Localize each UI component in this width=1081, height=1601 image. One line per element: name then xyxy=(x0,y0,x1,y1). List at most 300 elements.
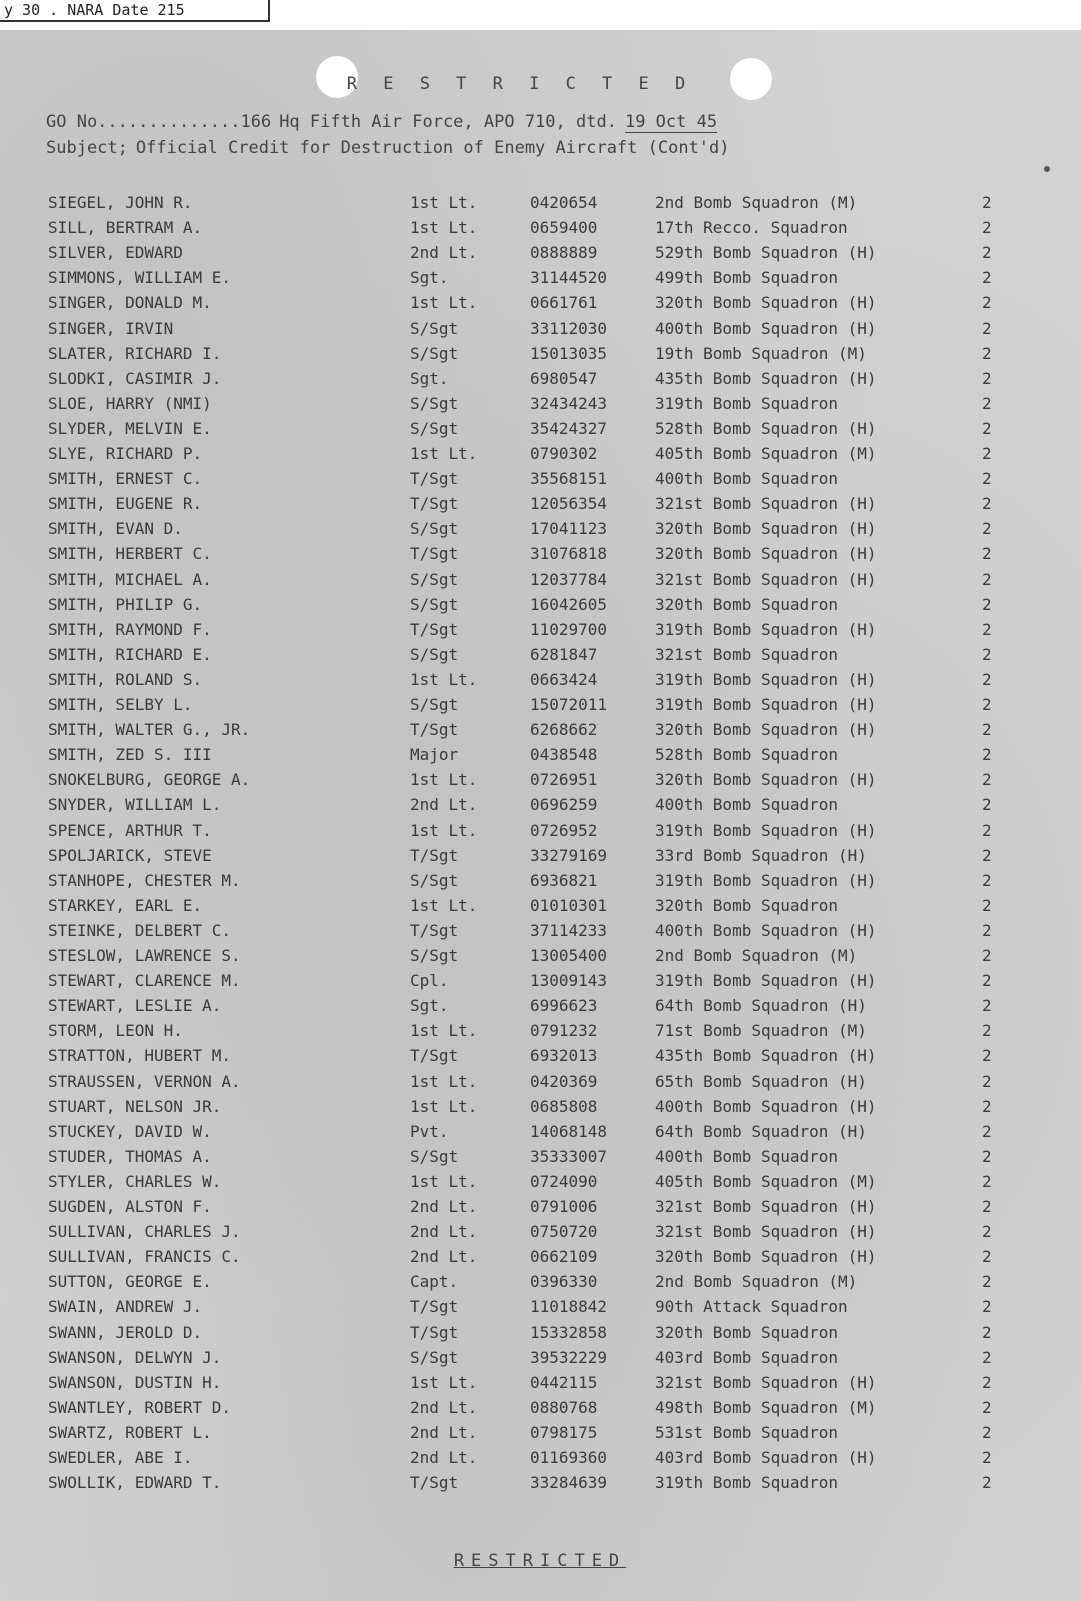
record-row xyxy=(0,215,1081,240)
credit-count: 2 xyxy=(982,1147,992,1166)
record-row xyxy=(0,843,1081,868)
airman-name: SNYDER, WILLIAM L. xyxy=(48,795,222,814)
serial-number: 13009143 xyxy=(530,971,608,990)
serial-number: 13005400 xyxy=(530,946,608,965)
rank: T/Sgt xyxy=(410,720,459,739)
unit: 400th Bomb Squadron xyxy=(655,469,839,488)
rank: S/Sgt xyxy=(410,595,459,614)
credit-count: 2 xyxy=(982,770,992,789)
rank: 1st Lt. xyxy=(410,1097,478,1116)
record-row xyxy=(0,341,1081,366)
unit: 319th Bomb Squadron (H) xyxy=(655,670,877,689)
airman-name: SWARTZ, ROBERT L. xyxy=(48,1423,212,1442)
record-row xyxy=(0,1345,1081,1370)
rank: S/Sgt xyxy=(410,319,459,338)
record-row xyxy=(0,1119,1081,1144)
record-row xyxy=(0,1294,1081,1319)
airman-name: SPENCE, ARTHUR T. xyxy=(48,821,212,840)
airman-name: SIMMONS, WILLIAM E. xyxy=(48,268,232,287)
unit: 64th Bomb Squadron (H) xyxy=(655,1122,867,1141)
record-row xyxy=(0,1169,1081,1194)
serial-number: 0750720 xyxy=(530,1222,598,1241)
credit-count: 2 xyxy=(982,1046,992,1065)
serial-number: 6980547 xyxy=(530,369,598,388)
record-row xyxy=(0,617,1081,642)
serial-number: 15013035 xyxy=(530,344,608,363)
rank: Major xyxy=(410,745,459,764)
record-row xyxy=(0,692,1081,717)
credit-count: 2 xyxy=(982,1272,992,1291)
unit: 321st Bomb Squadron (H) xyxy=(655,570,877,589)
credit-count: 2 xyxy=(982,595,992,614)
go-label: GO No.............. xyxy=(46,112,241,132)
record-row xyxy=(0,190,1081,215)
serial-number: 15072011 xyxy=(530,695,608,714)
airman-name: SMITH, WALTER G., JR. xyxy=(48,720,251,739)
headquarters-text: Hq Fifth Air Force, APO 710, dtd. xyxy=(279,112,617,132)
unit: 529th Bomb Squadron (H) xyxy=(655,243,877,262)
credit-count: 2 xyxy=(982,971,992,990)
credit-count: 2 xyxy=(982,1398,992,1417)
unit: 531st Bomb Squadron xyxy=(655,1423,839,1442)
serial-number: 0661761 xyxy=(530,293,598,312)
serial-number: 0663424 xyxy=(530,670,598,689)
go-number: 166 xyxy=(240,112,272,132)
rank: 1st Lt. xyxy=(410,1021,478,1040)
serial-number: 0798175 xyxy=(530,1423,598,1442)
serial-number: 0791006 xyxy=(530,1197,598,1216)
airman-name: SUGDEN, ALSTON F. xyxy=(48,1197,212,1216)
unit: 320th Bomb Squadron (H) xyxy=(655,519,877,538)
serial-number: 33284639 xyxy=(530,1473,608,1492)
record-row xyxy=(0,1043,1081,1068)
credit-count: 2 xyxy=(982,469,992,488)
credit-count: 2 xyxy=(982,319,992,338)
serial-number: 6996623 xyxy=(530,996,598,1015)
record-row xyxy=(0,918,1081,943)
unit: 405th Bomb Squadron (M) xyxy=(655,444,877,463)
serial-number: 12037784 xyxy=(530,570,608,589)
airman-name: STYLER, CHARLES W. xyxy=(48,1172,222,1191)
rank: S/Sgt xyxy=(410,645,459,664)
airman-name: SMITH, RICHARD E. xyxy=(48,645,212,664)
general-order-line xyxy=(46,112,717,133)
record-row xyxy=(0,441,1081,466)
unit: 19th Bomb Squadron (M) xyxy=(655,344,867,363)
serial-number: 0662109 xyxy=(530,1247,598,1266)
unit: 320th Bomb Squadron xyxy=(655,1323,839,1342)
credit-count: 2 xyxy=(982,1021,992,1040)
credit-count: 2 xyxy=(982,1197,992,1216)
airman-name: SIEGEL, JOHN R. xyxy=(48,193,193,212)
serial-number: 35333007 xyxy=(530,1147,608,1166)
unit: 319th Bomb Squadron (H) xyxy=(655,971,877,990)
airman-name: STRATTON, HUBERT M. xyxy=(48,1046,232,1065)
unit: 319th Bomb Squadron (H) xyxy=(655,871,877,890)
record-row xyxy=(0,316,1081,341)
rank: S/Sgt xyxy=(410,519,459,538)
unit: 320th Bomb Squadron (H) xyxy=(655,720,877,739)
credit-count: 2 xyxy=(982,344,992,363)
credit-count: 2 xyxy=(982,1373,992,1392)
serial-number: 16042605 xyxy=(530,595,608,614)
unit: 319th Bomb Squadron (H) xyxy=(655,620,877,639)
credit-count: 2 xyxy=(982,444,992,463)
record-row xyxy=(0,466,1081,491)
serial-number: 0726952 xyxy=(530,821,598,840)
credit-count: 2 xyxy=(982,720,992,739)
record-row xyxy=(0,1445,1081,1470)
credit-count: 2 xyxy=(982,1097,992,1116)
serial-number: 15332858 xyxy=(530,1323,608,1342)
airman-name: STESLOW, LAWRENCE S. xyxy=(48,946,241,965)
airman-name: SLYE, RICHARD P. xyxy=(48,444,203,463)
credit-count: 2 xyxy=(982,871,992,890)
unit: 17th Recco. Squadron xyxy=(655,218,848,237)
serial-number: 39532229 xyxy=(530,1348,608,1367)
unit: 320th Bomb Squadron (H) xyxy=(655,1247,877,1266)
serial-number: 6936821 xyxy=(530,871,598,890)
airman-name: SMITH, ZED S. III xyxy=(48,745,212,764)
record-row xyxy=(0,541,1081,566)
airman-name: SLYDER, MELVIN E. xyxy=(48,419,212,438)
serial-number: 01169360 xyxy=(530,1448,608,1467)
airman-name: SNOKELBURG, GEORGE A. xyxy=(48,770,251,789)
serial-number: 0659400 xyxy=(530,218,598,237)
serial-number: 0396330 xyxy=(530,1272,598,1291)
record-row xyxy=(0,265,1081,290)
credit-count: 2 xyxy=(982,745,992,764)
unit: 90th Attack Squadron xyxy=(655,1297,848,1316)
record-row xyxy=(0,366,1081,391)
airman-name: STEWART, CLARENCE M. xyxy=(48,971,241,990)
unit: 64th Bomb Squadron (H) xyxy=(655,996,867,1015)
serial-number: 0420654 xyxy=(530,193,598,212)
record-row xyxy=(0,717,1081,742)
unit: 65th Bomb Squadron (H) xyxy=(655,1072,867,1091)
airman-name: STEINKE, DELBERT C. xyxy=(48,921,232,940)
credit-count: 2 xyxy=(982,293,992,312)
unit: 321st Bomb Squadron xyxy=(655,645,839,664)
serial-number: 17041123 xyxy=(530,519,608,538)
airman-name: SILL, BERTRAM A. xyxy=(48,218,203,237)
record-row xyxy=(0,592,1081,617)
rank: 1st Lt. xyxy=(410,770,478,789)
airman-name: SILVER, EDWARD xyxy=(48,243,183,262)
rank: 2nd Lt. xyxy=(410,1197,478,1216)
unit: 435th Bomb Squadron (H) xyxy=(655,1046,877,1065)
record-row xyxy=(0,1320,1081,1345)
serial-number: 0724090 xyxy=(530,1172,598,1191)
rank: S/Sgt xyxy=(410,871,459,890)
credit-count: 2 xyxy=(982,1423,992,1442)
rank: S/Sgt xyxy=(410,394,459,413)
record-row xyxy=(0,416,1081,441)
unit: 71st Bomb Squadron (M) xyxy=(655,1021,867,1040)
serial-number: 01010301 xyxy=(530,896,608,915)
airman-name: SMITH, EUGENE R. xyxy=(48,494,203,513)
rank: Sgt. xyxy=(410,268,449,287)
airman-name: SMITH, EVAN D. xyxy=(48,519,183,538)
credit-count: 2 xyxy=(982,695,992,714)
airman-name: SULLIVAN, CHARLES J. xyxy=(48,1222,241,1241)
unit: 319th Bomb Squadron (H) xyxy=(655,821,877,840)
classification-footer: RESTRICTED xyxy=(453,1551,627,1571)
airman-name: SWANN, JEROLD D. xyxy=(48,1323,203,1342)
serial-number: 33279169 xyxy=(530,846,608,865)
rank: 2nd Lt. xyxy=(410,1222,478,1241)
rank: 2nd Lt. xyxy=(410,243,478,262)
unit: 321st Bomb Squadron (H) xyxy=(655,1197,877,1216)
airman-name: STORM, LEON H. xyxy=(48,1021,183,1040)
rank: T/Sgt xyxy=(410,1473,459,1492)
unit: 435th Bomb Squadron (H) xyxy=(655,369,877,388)
airman-name: SWANSON, DUSTIN H. xyxy=(48,1373,222,1392)
rank: T/Sgt xyxy=(410,1046,459,1065)
unit: 400th Bomb Squadron (H) xyxy=(655,1097,877,1116)
rank: T/Sgt xyxy=(410,1323,459,1342)
airman-name: SMITH, HERBERT C. xyxy=(48,544,212,563)
unit: 320th Bomb Squadron xyxy=(655,595,839,614)
airman-name: STUCKEY, DAVID W. xyxy=(48,1122,212,1141)
unit: 320th Bomb Squadron (H) xyxy=(655,544,877,563)
serial-number: 33112030 xyxy=(530,319,608,338)
record-row xyxy=(0,1244,1081,1269)
serial-number: 14068148 xyxy=(530,1122,608,1141)
serial-number: 6932013 xyxy=(530,1046,598,1065)
rank: 1st Lt. xyxy=(410,444,478,463)
rank: 1st Lt. xyxy=(410,670,478,689)
record-row xyxy=(0,491,1081,516)
serial-number: 31076818 xyxy=(530,544,608,563)
unit: 321st Bomb Squadron (H) xyxy=(655,1373,877,1392)
serial-number: 0791232 xyxy=(530,1021,598,1040)
rank: Pvt. xyxy=(410,1122,449,1141)
unit: 319th Bomb Squadron (H) xyxy=(655,695,877,714)
rank: 1st Lt. xyxy=(410,293,478,312)
serial-number: 6281847 xyxy=(530,645,598,664)
unit: 320th Bomb Squadron (H) xyxy=(655,293,877,312)
credit-count: 2 xyxy=(982,494,992,513)
airman-name: SLOE, HARRY (NMI) xyxy=(48,394,212,413)
record-row xyxy=(0,1018,1081,1043)
rank: 2nd Lt. xyxy=(410,795,478,814)
unit: 319th Bomb Squadron xyxy=(655,394,839,413)
serial-number: 37114233 xyxy=(530,921,608,940)
unit: 320th Bomb Squadron (H) xyxy=(655,770,877,789)
serial-number: 0726951 xyxy=(530,770,598,789)
archive-declassification-stamp: y 30 . NARA Date 215 xyxy=(0,0,270,22)
rank: 2nd Lt. xyxy=(410,1448,478,1467)
record-row xyxy=(0,818,1081,843)
unit: 2nd Bomb Squadron (M) xyxy=(655,946,858,965)
record-row xyxy=(0,1144,1081,1169)
credit-count: 2 xyxy=(982,1297,992,1316)
record-row xyxy=(0,290,1081,315)
unit: 528th Bomb Squadron xyxy=(655,745,839,764)
airman-name: SINGER, IRVIN xyxy=(48,319,174,338)
rank: T/Sgt xyxy=(410,469,459,488)
rank: 2nd Lt. xyxy=(410,1398,478,1417)
serial-number: 0790302 xyxy=(530,444,598,463)
rank: T/Sgt xyxy=(410,1297,459,1316)
credit-count: 2 xyxy=(982,519,992,538)
credit-count: 2 xyxy=(982,1348,992,1367)
serial-number: 31144520 xyxy=(530,268,608,287)
classification-header: R E S T R I C T E D xyxy=(346,74,694,94)
serial-number: 35568151 xyxy=(530,469,608,488)
record-row xyxy=(0,1395,1081,1420)
record-row xyxy=(0,893,1081,918)
airman-name: SULLIVAN, FRANCIS C. xyxy=(48,1247,241,1266)
ink-speck xyxy=(1044,166,1050,172)
unit: 405th Bomb Squadron (M) xyxy=(655,1172,877,1191)
record-row xyxy=(0,993,1081,1018)
serial-number: 32434243 xyxy=(530,394,608,413)
record-row xyxy=(0,1069,1081,1094)
unit: 320th Bomb Squadron xyxy=(655,896,839,915)
serial-number: 6268662 xyxy=(530,720,598,739)
unit: 403rd Bomb Squadron xyxy=(655,1348,839,1367)
airman-name: SMITH, RAYMOND F. xyxy=(48,620,212,639)
unit: 528th Bomb Squadron (H) xyxy=(655,419,877,438)
rank: 1st Lt. xyxy=(410,1373,478,1392)
unit: 319th Bomb Squadron xyxy=(655,1473,839,1492)
credit-count: 2 xyxy=(982,946,992,965)
credit-count: 2 xyxy=(982,369,992,388)
rank: 1st Lt. xyxy=(410,821,478,840)
serial-number: 0880768 xyxy=(530,1398,598,1417)
serial-number: 0420369 xyxy=(530,1072,598,1091)
credit-count: 2 xyxy=(982,419,992,438)
rank: T/Sgt xyxy=(410,544,459,563)
credit-count: 2 xyxy=(982,620,992,639)
record-row xyxy=(0,1470,1081,1495)
airman-name: SLATER, RICHARD I. xyxy=(48,344,222,363)
scan-top-margin xyxy=(0,0,1081,30)
credit-count: 2 xyxy=(982,243,992,262)
serial-number: 35424327 xyxy=(530,419,608,438)
rank: T/Sgt xyxy=(410,846,459,865)
credit-count: 2 xyxy=(982,645,992,664)
unit: 403rd Bomb Squadron (H) xyxy=(655,1448,877,1467)
unit: 33rd Bomb Squadron (H) xyxy=(655,846,867,865)
credit-count: 2 xyxy=(982,1473,992,1492)
airman-name: SWAIN, ANDREW J. xyxy=(48,1297,203,1316)
serial-number: 0696259 xyxy=(530,795,598,814)
unit: 400th Bomb Squadron (H) xyxy=(655,319,877,338)
credit-count: 2 xyxy=(982,921,992,940)
airman-name: STRAUSSEN, VERNON A. xyxy=(48,1072,241,1091)
rank: S/Sgt xyxy=(410,695,459,714)
rank: 1st Lt. xyxy=(410,896,478,915)
unit: 498th Bomb Squadron (M) xyxy=(655,1398,877,1417)
credit-count: 2 xyxy=(982,1172,992,1191)
record-row xyxy=(0,567,1081,592)
credit-count: 2 xyxy=(982,394,992,413)
airman-name: STANHOPE, CHESTER M. xyxy=(48,871,241,890)
unit: 321st Bomb Squadron (H) xyxy=(655,1222,877,1241)
unit: 2nd Bomb Squadron (M) xyxy=(655,1272,858,1291)
credit-count: 2 xyxy=(982,1247,992,1266)
rank: T/Sgt xyxy=(410,921,459,940)
credit-count: 2 xyxy=(982,670,992,689)
unit: 400th Bomb Squadron (H) xyxy=(655,921,877,940)
record-row xyxy=(0,1194,1081,1219)
credit-count: 2 xyxy=(982,544,992,563)
record-row xyxy=(0,516,1081,541)
rank: Capt. xyxy=(410,1272,459,1291)
airman-name: STUDER, THOMAS A. xyxy=(48,1147,212,1166)
airman-name: SPOLJARICK, STEVE xyxy=(48,846,212,865)
record-row xyxy=(0,240,1081,265)
serial-number: 0442115 xyxy=(530,1373,598,1392)
rank: S/Sgt xyxy=(410,946,459,965)
airman-name: STEWART, LESLIE A. xyxy=(48,996,222,1015)
record-row xyxy=(0,667,1081,692)
subject-label: Subject; xyxy=(46,138,128,158)
credit-count: 2 xyxy=(982,1448,992,1467)
credit-count: 2 xyxy=(982,218,992,237)
record-row xyxy=(0,1420,1081,1445)
rank: 1st Lt. xyxy=(410,218,478,237)
record-row xyxy=(0,742,1081,767)
rank: S/Sgt xyxy=(410,1348,459,1367)
airman-name: SMITH, PHILIP G. xyxy=(48,595,203,614)
rank: T/Sgt xyxy=(410,620,459,639)
credit-count: 2 xyxy=(982,1323,992,1342)
record-row xyxy=(0,391,1081,416)
record-row xyxy=(0,868,1081,893)
airman-name: SWOLLIK, EDWARD T. xyxy=(48,1473,222,1492)
airman-name: SWANSON, DELWYN J. xyxy=(48,1348,222,1367)
serial-number: 0685808 xyxy=(530,1097,598,1116)
rank: S/Sgt xyxy=(410,344,459,363)
credit-count: 2 xyxy=(982,996,992,1015)
rank: S/Sgt xyxy=(410,1147,459,1166)
subject-text: Official Credit for Destruction of Enemy Aircraft (Cont'd) xyxy=(135,138,730,158)
airman-name: SMITH, MICHAEL A. xyxy=(48,570,212,589)
rank: S/Sgt xyxy=(410,570,459,589)
rank: 2nd Lt. xyxy=(410,1247,478,1266)
credit-count: 2 xyxy=(982,846,992,865)
rank: Sgt. xyxy=(410,996,449,1015)
subject-line xyxy=(46,138,730,158)
airman-name: SMITH, SELBY L. xyxy=(48,695,193,714)
credit-count: 2 xyxy=(982,1122,992,1141)
credit-count: 2 xyxy=(982,896,992,915)
order-date: 19 Oct 45 xyxy=(624,112,718,132)
unit: 499th Bomb Squadron xyxy=(655,268,839,287)
airman-name: SUTTON, GEORGE E. xyxy=(48,1272,212,1291)
airman-name: STUART, NELSON JR. xyxy=(48,1097,222,1116)
airman-name: SMITH, ERNEST C. xyxy=(48,469,203,488)
record-row xyxy=(0,1370,1081,1395)
airman-name: SWANTLEY, ROBERT D. xyxy=(48,1398,232,1417)
rank: 2nd Lt. xyxy=(410,1423,478,1442)
credit-count: 2 xyxy=(982,193,992,212)
record-row xyxy=(0,943,1081,968)
credit-count: 2 xyxy=(982,570,992,589)
record-row xyxy=(0,642,1081,667)
credit-count: 2 xyxy=(982,1222,992,1241)
record-row xyxy=(0,1094,1081,1119)
serial-number: 0888889 xyxy=(530,243,598,262)
serial-number: 0438548 xyxy=(530,745,598,764)
rank: Sgt. xyxy=(410,369,449,388)
rank: 1st Lt. xyxy=(410,1172,478,1191)
rank: 1st Lt. xyxy=(410,1072,478,1091)
